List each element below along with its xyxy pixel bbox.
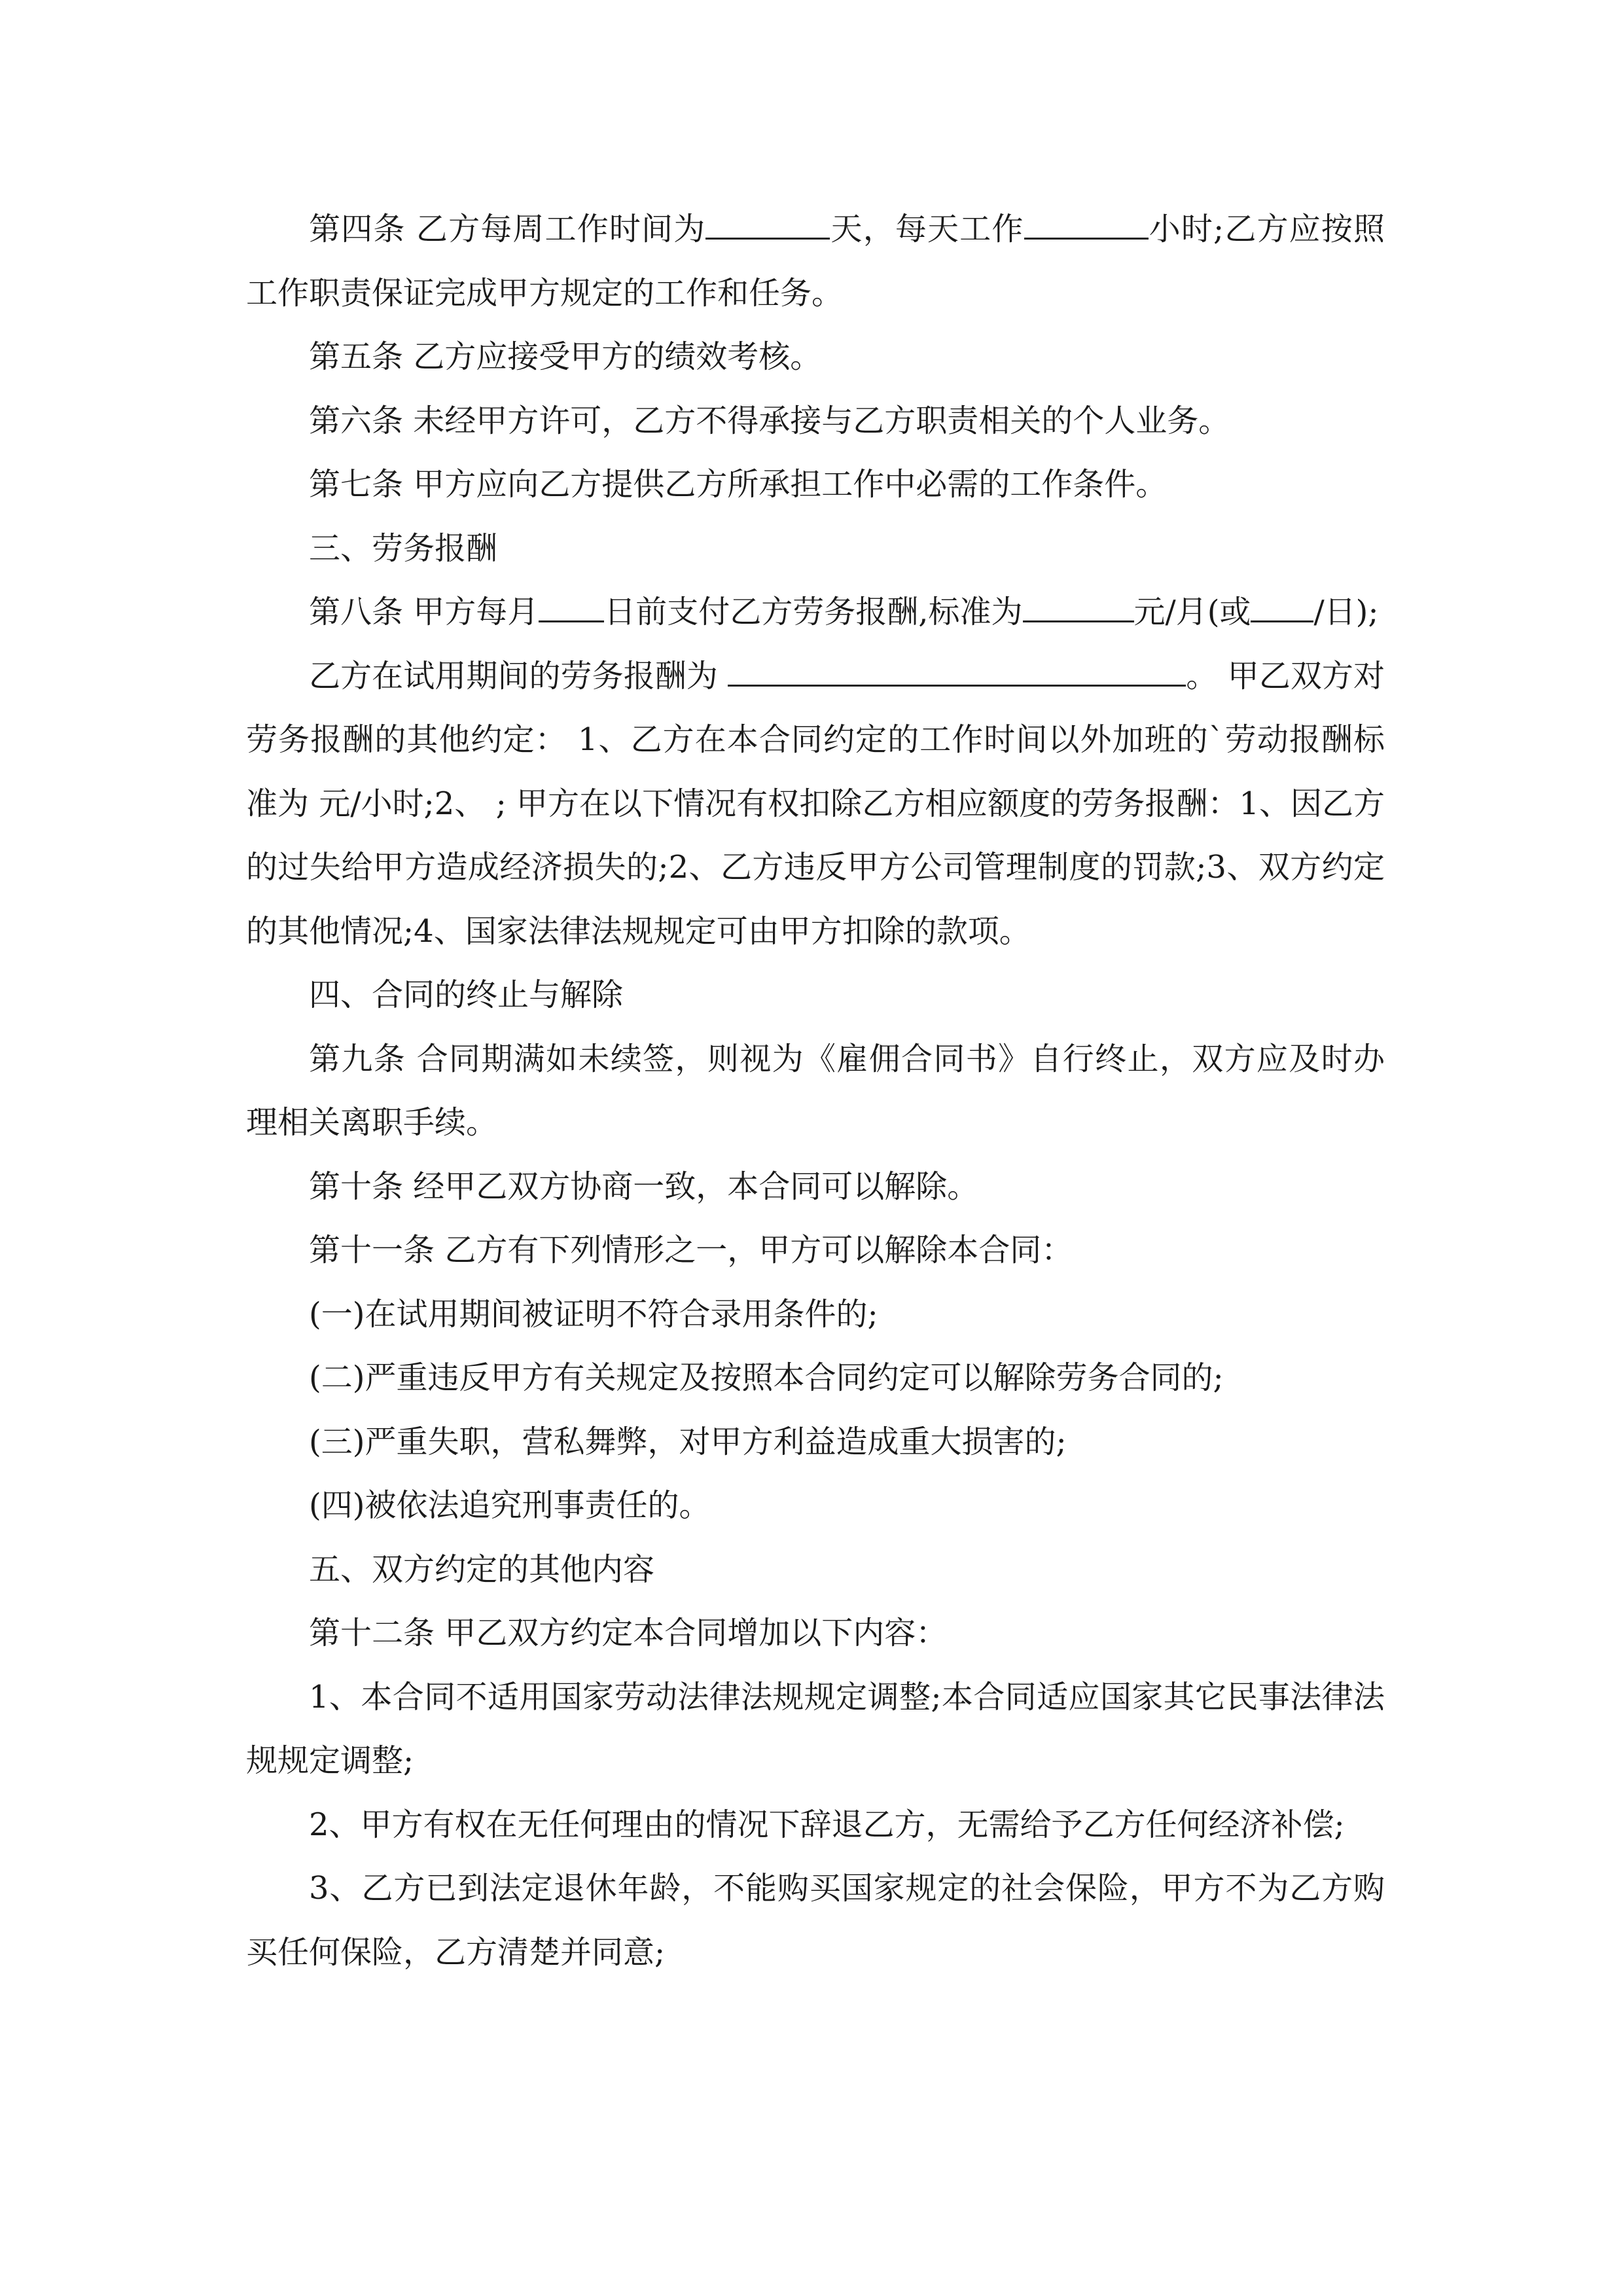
trial-pay-paragraph	[246, 645, 1385, 964]
article-11-item-3: (三)严重失职，营私舞弊，对甲方利益造成重大损害的;	[309, 1423, 1067, 1460]
article-11-item-4: (四)被依法追究刑事责任的。	[309, 1487, 711, 1524]
article-12-item-3: 3、乙方已到法定退休年龄，不能购买国家规定的社会保险，甲方不为乙方购买任何保险，乙方清楚并同意;	[246, 1870, 1385, 1971]
section-5-heading: 五、双方约定的其他内容	[309, 1551, 655, 1588]
article-4-text-1: 第四条 乙方每周工作时间为	[309, 211, 706, 247]
article-11: 第十一条 乙方有下列情形之一，甲方可以解除本合同：	[309, 1232, 1073, 1268]
trial-pay-text-2: 。 甲乙双方对劳务报酬的其他约定： 1、乙方在本合同约定的工作时间以外加班的`劳动报酬标准为 元/小时;2、 ; 甲方在以下情况有权扣除乙方相应额度的劳务报酬：1、因乙方的过失给甲方造成经济损失的;2、乙方违反甲方公司管理制度的罚款;3、双方约定的其他情况;4、国家法律法规规定可由甲方扣除的款项。	[246, 657, 1385, 950]
article-8-text-2: 日前支付乙方劳务报酬,标准为	[604, 594, 1023, 630]
section-3-heading: 三、劳务报酬	[309, 529, 498, 567]
article-8-text-3: 元/月(或	[1133, 594, 1251, 630]
trial-pay-blank	[728, 658, 1186, 687]
article-12-item-2: 2、甲方有权在无任何理由的情况下辞退乙方，无需给予乙方任何经济补偿;	[309, 1806, 1345, 1843]
days-per-week-blank	[705, 211, 830, 240]
section-4-heading: 四、合同的终止与解除	[309, 977, 624, 1013]
article-10: 第十条 经甲乙双方协商一致，本合同可以解除。	[309, 1168, 979, 1205]
article-8-text-1: 第八条 甲方每月	[309, 594, 539, 630]
daily-pay-blank	[1251, 594, 1313, 622]
article-5: 第五条 乙方应接受甲方的绩效考核。	[309, 338, 822, 375]
article-4-text-2: 天，每天工作	[830, 211, 1024, 247]
article-4	[246, 198, 1385, 325]
article-8	[246, 581, 1385, 645]
article-6: 第六条 未经甲方许可，乙方不得承接与乙方职责相关的个人业务。	[309, 402, 1230, 439]
article-12: 第十二条 甲乙双方约定本合同增加以下内容：	[309, 1615, 948, 1651]
article-9: 第九条 合同期满如未续签，则视为《雇佣合同书》自行终止，双方应及时办理相关离职手续。	[246, 1040, 1385, 1141]
article-4-text-3: 小时;乙方应按照工作职责保证完成甲方规定的工作和任务。	[246, 211, 1385, 312]
article-8-text-4: /日);	[1313, 594, 1379, 630]
document-page	[246, 198, 1385, 1984]
article-11-item-1: (一)在试用期间被证明不符合录用条件的;	[309, 1295, 878, 1333]
pay-day-blank	[539, 594, 604, 622]
article-12-item-1: 1、本合同不适用国家劳动法律法规规定调整;本合同适应国家其它民事法律法规规定调整;	[246, 1678, 1385, 1779]
hours-per-day-blank	[1024, 211, 1149, 240]
trial-pay-text-1: 乙方在试用期间的劳务报酬为	[309, 657, 728, 694]
article-7: 第七条 甲方应向乙方提供乙方所承担工作中必需的工作条件。	[309, 466, 1168, 503]
article-11-item-2: (二)严重违反甲方有关规定及按照本合同约定可以解除劳务合同的;	[309, 1359, 1224, 1396]
monthly-pay-blank	[1023, 594, 1134, 622]
